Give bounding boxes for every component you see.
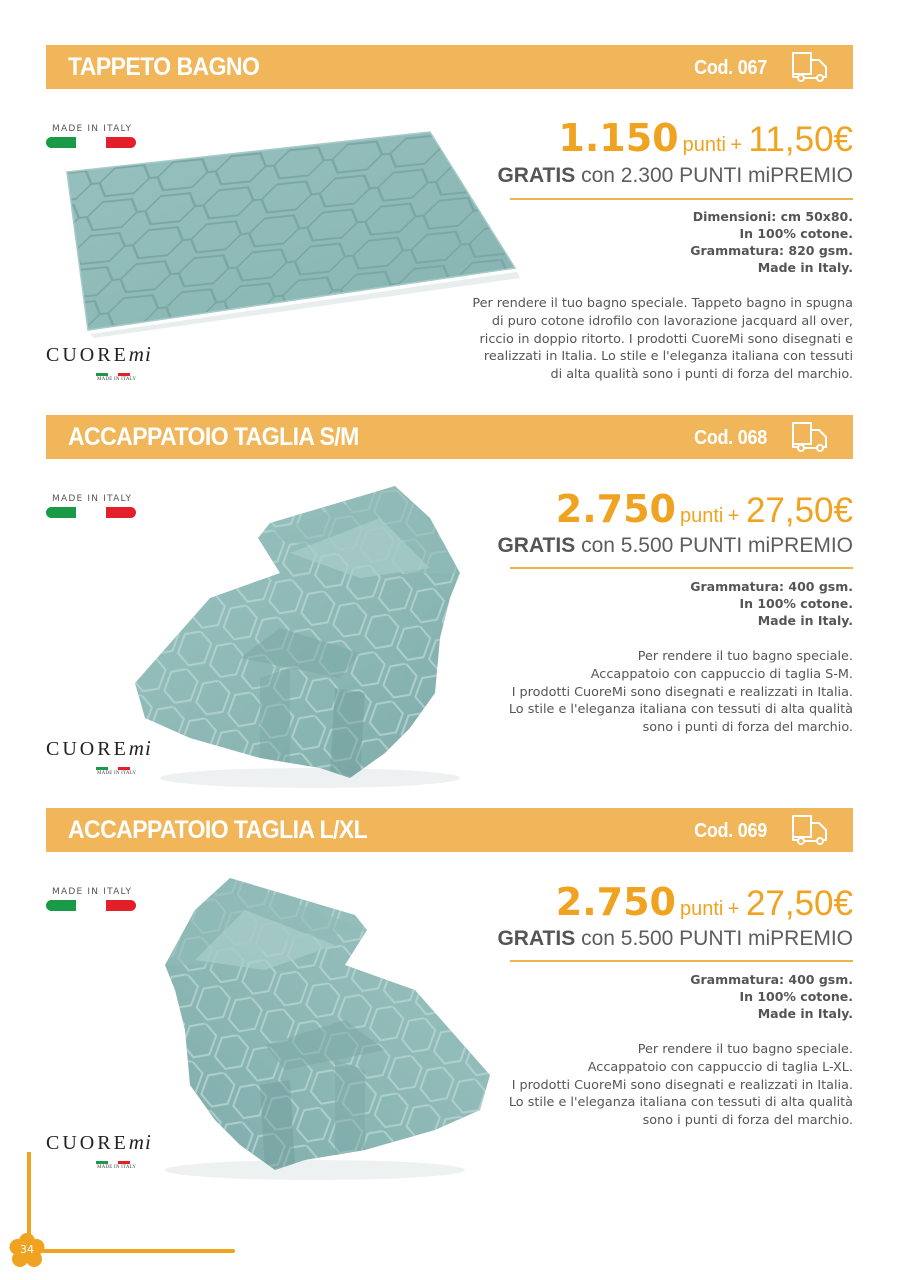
brand-name: CUORE: [46, 344, 129, 366]
made-in-italy-label: MADE IN ITALY: [52, 124, 133, 134]
price-points: 2.750: [555, 487, 676, 531]
description-line: Per rendere il tuo bagno speciale.: [637, 649, 853, 664]
brand-name-script: mi: [128, 1130, 152, 1154]
product-specs: [453, 971, 853, 1022]
spec-line: Made in Italy.: [757, 1006, 853, 1021]
cuoremi-brand-logo: [46, 342, 186, 382]
brand-made-in-italy: MADE IN ITALY: [97, 1165, 137, 1170]
description-line: Lo stile e l'eleganza italiana con tessuti di alta qualità: [508, 1095, 853, 1111]
spec-line: In 100% cotone.: [739, 226, 853, 241]
brand-name: CUORE: [46, 738, 129, 760]
separator-line: [510, 960, 853, 962]
price-points: 1.150: [558, 116, 679, 160]
bathrobe-image: [135, 870, 495, 1180]
description-line: I prodotti CuoreMi sono disegnati e realizzati in Italia.: [511, 684, 853, 700]
cuoremi-brand-logo: [46, 1130, 186, 1170]
gratis-label: GRATIS: [497, 927, 576, 950]
brand-made-in-italy: MADE IN ITALY: [97, 377, 137, 382]
price-line: [556, 880, 853, 924]
italy-flag-icon: [46, 507, 138, 519]
brand-name: CUORE: [46, 1132, 129, 1154]
cuoremi-brand-logo: [46, 736, 186, 776]
description-line: sono i punti di forza del marchio.: [642, 1113, 853, 1129]
product-specs: [453, 578, 853, 629]
delivery-truck-icon: [789, 813, 831, 847]
description-line: I prodotti CuoreMi sono disegnati e realizzati in Italia.: [511, 1077, 853, 1093]
price-euro: 27,50€: [745, 884, 853, 923]
price-plus: +: [727, 898, 740, 920]
product-description: [473, 648, 853, 737]
description-line: Lo stile e l'eleganza italiana con tessuti di alta qualità: [508, 702, 853, 718]
points-unit: punti: [682, 134, 726, 156]
gratis-label: GRATIS: [497, 534, 576, 557]
description-line: di puro cotone idrofilo con lavorazione jacquard all over,: [491, 313, 853, 329]
spec-line: Grammatura: 400 gsm.: [690, 972, 853, 987]
brand-made-in-italy: MADE IN ITALY: [97, 771, 137, 776]
price-euro: 11,50€: [748, 120, 853, 159]
product-header-accappatoio-sm: [46, 415, 853, 459]
product-code: Cod. 068: [694, 427, 767, 449]
spec-line: In 100% cotone.: [739, 989, 853, 1004]
product-code: Cod. 067: [694, 57, 767, 79]
product-header-tappeto-bagno: [46, 45, 853, 89]
brand-name-script: mi: [128, 342, 152, 366]
gratis-points: con 2.300 PUNTI miPREMIO: [581, 164, 853, 187]
separator-line: [510, 567, 853, 569]
gratis-label: GRATIS: [497, 164, 576, 187]
italy-flag-icon: [96, 767, 132, 771]
brand-name-script: mi: [128, 736, 152, 760]
description-line: realizzati in Italia. Lo stile e l'eleganza italiana con tessuti: [483, 349, 853, 365]
page-number: 34: [20, 1243, 34, 1256]
gratis-points: con 5.500 PUNTI miPREMIO: [581, 927, 853, 950]
spec-line: In 100% cotone.: [739, 596, 853, 611]
description-line: Accappatoio con cappuccio di taglia L-XL.: [587, 1059, 853, 1075]
made-in-italy-label: MADE IN ITALY: [52, 887, 133, 897]
spec-line: Made in Italy.: [757, 613, 853, 628]
separator-line: [510, 198, 853, 200]
product-title: TAPPETO BAGNO: [68, 53, 260, 81]
italy-flag-icon: [46, 900, 138, 912]
spec-line: Made in Italy.: [757, 260, 853, 275]
product-specs: [453, 208, 853, 276]
price-points: 2.750: [555, 880, 676, 924]
product-description: [473, 1041, 853, 1130]
delivery-truck-icon: [789, 420, 831, 454]
page-decoration-horizontal-line: [40, 1249, 235, 1253]
points-unit: punti: [679, 898, 724, 920]
made-in-italy-badge: [46, 494, 138, 519]
description-line: Accappatoio con cappuccio di taglia S-M.: [590, 666, 853, 682]
made-in-italy-label: MADE IN ITALY: [52, 494, 133, 504]
price-plus: +: [730, 134, 743, 156]
gratis-line: [497, 927, 853, 951]
price-line: [558, 116, 853, 160]
italy-flag-icon: [96, 1161, 132, 1165]
product-header-accappatoio-lxl: [46, 808, 853, 852]
description-line: di alta qualità sono i punti di forza del marchio.: [550, 367, 853, 383]
description-line: riccio in doppio ritorto. I prodotti CuoreMi sono disegnati e: [479, 331, 853, 347]
product-title: ACCAPPATOIO TAGLIA L/XL: [68, 816, 368, 844]
product-description: [433, 295, 853, 384]
price-line: [556, 487, 853, 531]
price-plus: +: [727, 505, 740, 527]
spec-line: Grammatura: 820 gsm.: [690, 243, 853, 258]
made-in-italy-badge: [46, 887, 138, 912]
delivery-truck-icon: [789, 50, 831, 84]
product-code: Cod. 069: [694, 820, 767, 842]
spec-line: Dimensioni: cm 50x80.: [692, 209, 853, 224]
description-line: Per rendere il tuo bagno speciale. Tappeto bagno in spugna: [472, 296, 853, 311]
italy-flag-icon: [96, 373, 132, 377]
gratis-line: [497, 164, 853, 188]
points-unit: punti: [679, 505, 724, 527]
price-euro: 27,50€: [745, 491, 853, 530]
spec-line: Grammatura: 400 gsm.: [690, 579, 853, 594]
description-line: Per rendere il tuo bagno speciale.: [637, 1042, 853, 1057]
gratis-line: [497, 534, 853, 558]
product-title: ACCAPPATOIO TAGLIA S/M: [68, 423, 359, 451]
gratis-points: con 5.500 PUNTI miPREMIO: [581, 534, 853, 557]
description-line: sono i punti di forza del marchio.: [642, 720, 853, 736]
